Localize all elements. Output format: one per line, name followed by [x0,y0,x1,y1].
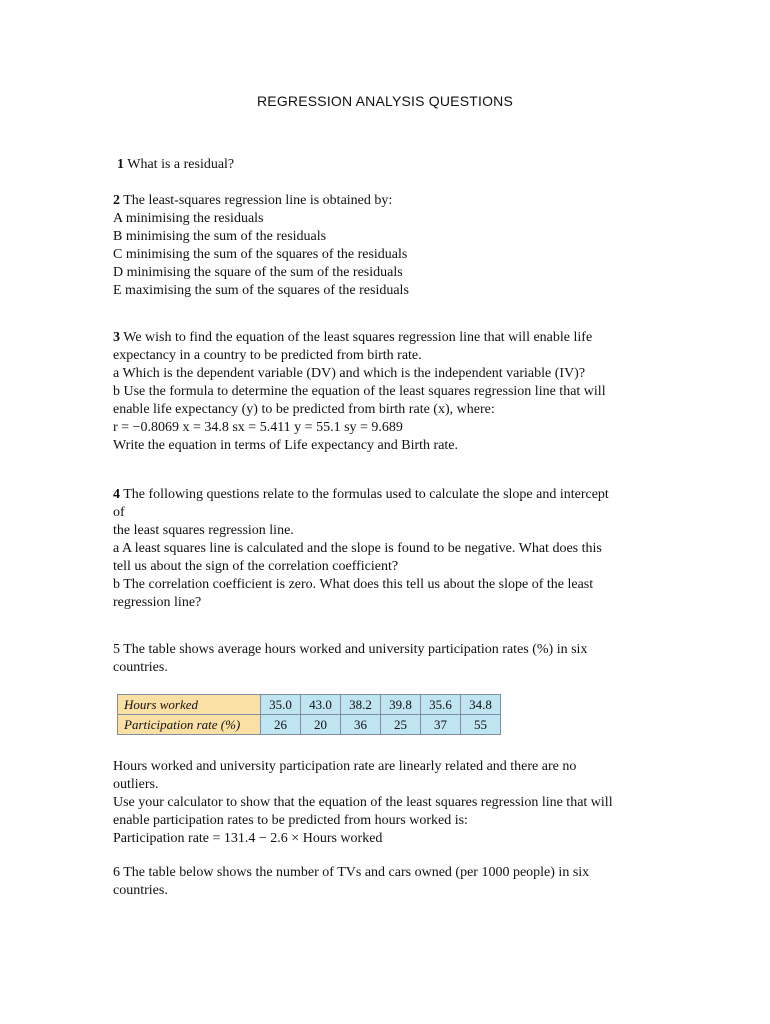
question-instruction: Write the equation in terms of Life expectancy and Birth rate. [113,438,459,453]
question-line: expectancy in a country to be predicted from birth rate. [113,348,422,363]
question-text: 6 The table below shows the number of TVs and cars owned (per 1000 people) in six [113,865,590,880]
question-line: countries. [113,660,168,675]
question-2 [113,192,658,300]
given-values: r = −0.8069 x = 34.8 sx = 5.411 y = 55.1 sy = 9.689 [113,420,403,435]
question-part-a: a Which is the dependent variable (DV) and which is the independent variable (IV)? [113,366,586,381]
table-cell: 38.2 [341,695,381,715]
table-cell: 20 [301,715,341,735]
answer-option-c: C minimising the sum of the squares of the residuals [113,247,408,262]
table-cell: 35.0 [261,695,301,715]
question-5 [113,641,658,677]
question-line: enable life expectancy (y) to be predicted from birth rate (x), where: [113,402,495,417]
question-part-b: b The correlation coefficient is zero. What does this tell us about the slope of the least [113,577,594,592]
question-number: 3 [113,330,120,345]
question-line: of [113,505,125,520]
answer-option-e: E maximising the sum of the squares of the residuals [113,283,409,298]
regression-equation: Participation rate = 131.4 − 2.6 × Hours worked [113,831,383,846]
question-4 [113,486,658,612]
question-line: tell us about the sign of the correlation coefficient? [113,559,399,574]
question-1 [117,156,662,174]
question-line: countries. [113,883,168,898]
table-cell: 37 [421,715,461,735]
question-5-continued [113,758,658,848]
question-number: 4 [113,487,120,502]
row-header: Participation rate (%) [118,715,261,735]
question-number: 2 [113,193,120,208]
table-cell: 36 [341,715,381,735]
document-title: REGRESSION ANALYSIS QUESTIONS [256,93,514,109]
table-cell: 39.8 [381,695,421,715]
question-stem: The least-squares regression line is obtained by: [120,193,393,208]
question-text: 5 The table shows average hours worked and university participation rates (%) in six [113,642,588,657]
question-line: enable participation rates to be predicted from hours worked is: [113,813,468,828]
answer-option-d: D minimising the square of the sum of the residuals [113,265,403,280]
table-row [118,695,501,715]
question-line: regression line? [113,595,202,610]
question-part-b: b Use the formula to determine the equation of the least squares regression line that will [113,384,606,399]
question-line: Hours worked and university participation rate are linearly related and there are no [113,759,577,774]
hours-participation-table [117,694,501,735]
question-line: Use your calculator to show that the equation of the least squares regression line that will [113,795,613,810]
answer-option-b: B minimising the sum of the residuals [113,229,327,244]
answer-option-a: A minimising the residuals [113,211,264,226]
row-header: Hours worked [118,695,261,715]
question-line: outliers. [113,777,159,792]
table-cell: 26 [261,715,301,735]
table-cell: 34.8 [461,695,501,715]
question-text: We wish to find the equation of the least squares regression line that will enable life [120,330,593,345]
question-3 [113,329,658,455]
question-number: 1 [117,157,124,172]
table-cell: 55 [461,715,501,735]
table-cell: 25 [381,715,421,735]
question-text: What is a residual? [124,157,235,172]
table-cell: 35.6 [421,695,461,715]
table-cell: 43.0 [301,695,341,715]
question-part-a: a A least squares line is calculated and the slope is found to be negative. What does this [113,541,602,556]
question-text: The following questions relate to the formulas used to calculate the slope and intercept [120,487,609,502]
question-line: the least squares regression line. [113,523,294,538]
table-row [118,715,501,735]
question-6 [113,864,658,900]
